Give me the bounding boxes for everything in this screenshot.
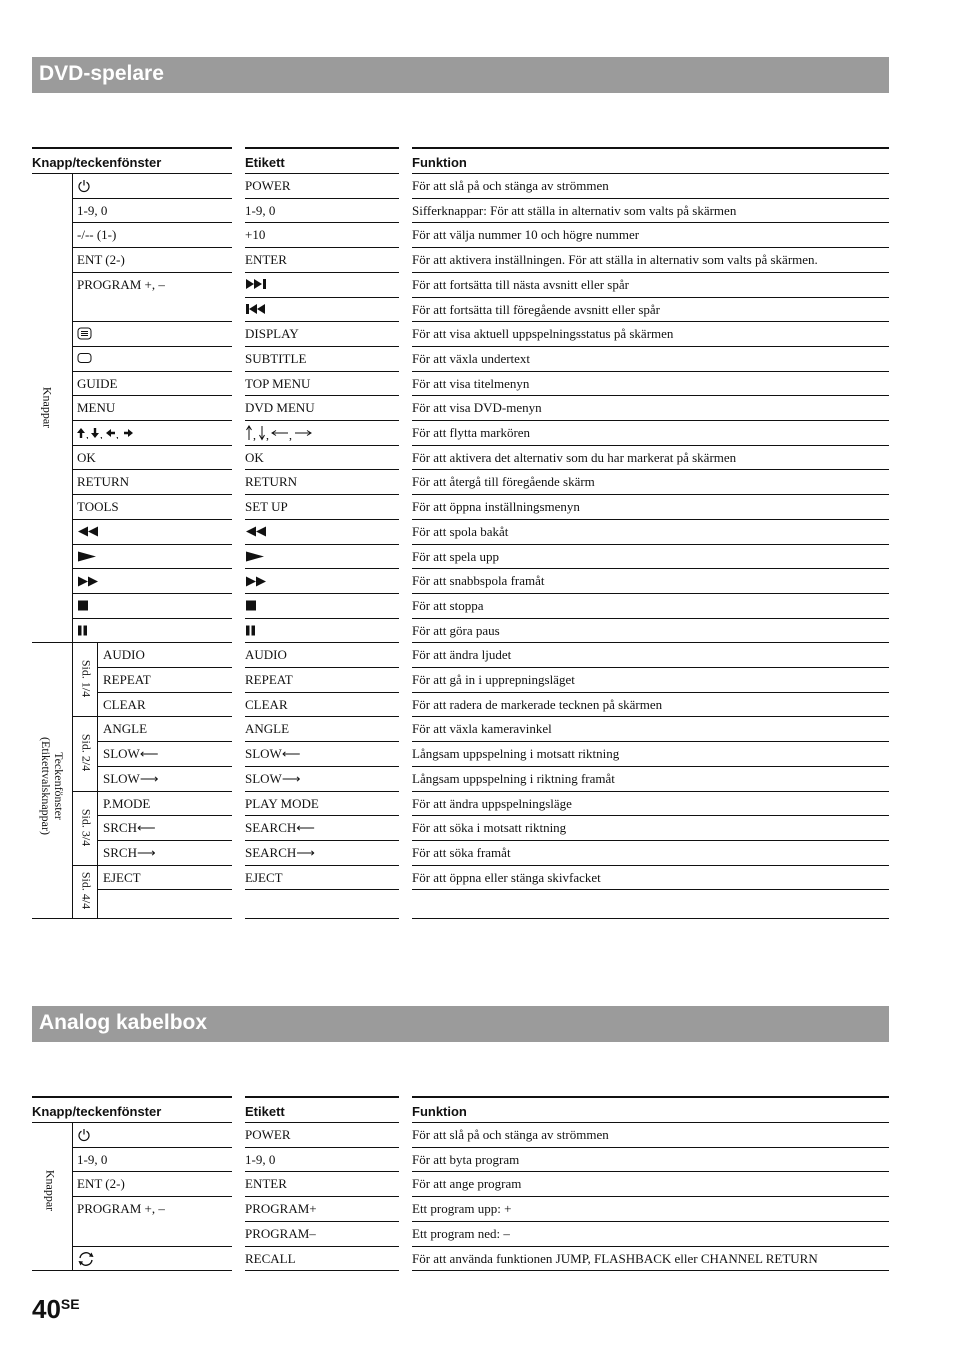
function-cell: För att visa DVD-menyn <box>412 400 542 416</box>
function-cell: Långsam uppspelning i motsatt riktning <box>412 746 620 762</box>
row-divider <box>412 593 889 594</box>
function-cell: För att slå på och stänga av strömmen <box>412 1127 609 1142</box>
function-cell: För att växla undertext <box>412 350 531 366</box>
table-bottom-rule <box>412 918 889 919</box>
key-cell <box>77 573 99 590</box>
row-divider <box>245 1147 399 1148</box>
table-bottom-rule <box>245 918 399 919</box>
group-label-display: Teckenfönster (Etikettvalsknappar) <box>39 737 66 836</box>
row-divider <box>245 618 399 619</box>
key-cell: ANGLE <box>103 721 148 737</box>
function-cell: För att välja nummer 10 och högre nummer <box>412 227 640 243</box>
row-divider <box>72 469 232 470</box>
row-divider <box>412 222 889 223</box>
label-cell: SEARCH⟵ <box>245 820 315 836</box>
function-cell: För att växla kameravinkel <box>412 721 552 737</box>
header-rule <box>412 147 889 149</box>
function-cell: För att byta program <box>412 1151 520 1167</box>
row-divider <box>245 1122 399 1123</box>
row-divider <box>245 222 399 223</box>
subtitle-icon <box>77 352 92 367</box>
row-divider <box>412 1196 889 1197</box>
label-cell <box>245 549 265 566</box>
key-cell: AUDIO <box>103 647 145 663</box>
header-rule <box>245 147 399 149</box>
section-title: Analog kabelbox <box>39 1011 208 1034</box>
key-cell: SLOW⟵ <box>103 746 159 762</box>
label-cell: PROGRAM– <box>245 1225 316 1241</box>
function-cell: Ett program ned: – <box>412 1225 510 1241</box>
row-divider <box>245 297 399 298</box>
row-divider <box>97 667 232 668</box>
row-divider <box>245 667 399 668</box>
row-divider <box>72 272 232 273</box>
row-divider <box>245 1246 399 1247</box>
label-cell <box>245 302 271 319</box>
key-cell: TOOLS <box>77 499 119 515</box>
key-cell: -/-- (1-) <box>77 227 117 243</box>
row-divider <box>72 544 232 545</box>
row-divider <box>412 766 889 767</box>
key-cell <box>77 351 92 368</box>
row-divider <box>72 642 232 643</box>
row-divider <box>72 1270 232 1271</box>
recall-icon <box>77 1251 95 1270</box>
label-cell <box>245 425 315 444</box>
key-cell: CLEAR <box>103 696 146 712</box>
function-cell: Sifferknappar: För att ställa in alternativ som valts på skärmen <box>412 202 737 218</box>
row-divider <box>412 1171 889 1172</box>
play-icon <box>245 550 265 565</box>
key-cell: PROGRAM +, – <box>77 276 165 292</box>
row-divider <box>72 1196 232 1197</box>
label-cell: EJECT <box>245 869 283 885</box>
key-cell: RETURN <box>77 474 129 490</box>
row-divider <box>412 618 889 619</box>
table-bottom-rule <box>32 918 232 919</box>
key-cell <box>77 1251 95 1270</box>
row-divider <box>412 469 889 470</box>
row-divider <box>245 173 399 174</box>
rewind-icon <box>245 525 267 540</box>
row-divider <box>245 272 399 273</box>
function-cell: För att visa aktuell uppspelningsstatus på skärmen <box>412 326 674 342</box>
row-divider <box>245 1270 399 1271</box>
row-divider <box>245 865 399 866</box>
pause-icon <box>77 624 89 639</box>
label-cell: AUDIO <box>245 647 287 663</box>
page-label: Sid. 3/4 <box>79 808 94 846</box>
key-cell: GUIDE <box>77 375 118 391</box>
row-divider <box>412 346 889 347</box>
row-divider <box>412 247 889 248</box>
key-cell: ENT (2-) <box>77 1176 125 1192</box>
key-cell: ENT (2-) <box>77 252 125 268</box>
row-divider <box>412 272 889 273</box>
row-divider <box>412 173 889 174</box>
row-divider <box>412 692 889 693</box>
function-cell: För att stoppa <box>412 597 484 613</box>
key-cell <box>77 623 89 640</box>
key-cell: SLOW⟶ <box>103 770 159 786</box>
row-divider <box>72 346 232 347</box>
row-divider <box>412 1221 889 1222</box>
label-cell: POWER <box>245 178 291 193</box>
row-divider <box>97 815 232 816</box>
table-bottom-rule <box>32 1270 72 1271</box>
row-divider <box>412 297 889 298</box>
function-cell: För att fortsätta till föregående avsnitt eller spår <box>412 301 660 317</box>
row-divider <box>97 766 232 767</box>
label-cell <box>245 573 267 590</box>
arrows-icon <box>245 425 315 444</box>
row-divider <box>97 865 232 866</box>
function-cell: För att ange program <box>412 1176 522 1192</box>
row-divider <box>412 494 889 495</box>
row-divider <box>32 173 232 174</box>
row-divider <box>245 544 399 545</box>
key-cell: SRCH⟶ <box>103 844 156 860</box>
function-cell: Långsam uppspelning i riktning framåt <box>412 770 615 786</box>
group-divider <box>97 642 98 918</box>
row-divider <box>245 642 399 643</box>
function-cell: För att flytta markören <box>412 425 531 440</box>
header-rule <box>245 1096 399 1098</box>
label-cell <box>245 623 257 640</box>
label-cell: DISPLAY <box>245 326 299 342</box>
key-cell: P.MODE <box>103 795 151 811</box>
row-divider <box>72 593 232 594</box>
arrow-keys-icon <box>77 427 135 442</box>
power-icon <box>77 1128 91 1145</box>
row-divider <box>245 494 399 495</box>
key-cell <box>77 178 91 196</box>
function-cell: För att aktivera inställningen. För att ställa in alternativ som valts på skärmen. <box>412 252 818 268</box>
section-title: DVD-spelare <box>39 62 164 85</box>
row-divider <box>245 815 399 816</box>
row-divider <box>412 1270 889 1271</box>
label-cell: SET UP <box>245 499 288 515</box>
label-cell: SUBTITLE <box>245 350 307 366</box>
row-divider <box>245 889 399 890</box>
row-divider <box>72 395 232 396</box>
row-divider <box>412 544 889 545</box>
key-cell: PROGRAM +, – <box>77 1201 165 1217</box>
group-label-knappar: Knappar <box>40 386 55 428</box>
row-divider <box>245 247 399 248</box>
label-cell <box>245 277 271 294</box>
label-cell: ENTER <box>245 1176 287 1192</box>
row-divider <box>412 840 889 841</box>
svg-text:,: , <box>116 428 119 439</box>
label-cell: PROGRAM+ <box>245 1201 317 1217</box>
row-divider <box>412 791 889 792</box>
row-divider <box>245 519 399 520</box>
function-cell: För att öppna inställningsmenyn <box>412 499 580 515</box>
group-divider <box>72 791 97 792</box>
key-cell <box>77 425 135 442</box>
row-divider <box>412 395 889 396</box>
row-divider <box>72 519 232 520</box>
row-divider <box>412 568 889 569</box>
label-cell <box>245 598 257 615</box>
function-cell: För att öppna eller stänga skivfacket <box>412 869 601 885</box>
row-divider <box>245 1196 399 1197</box>
row-divider <box>412 889 889 890</box>
play-icon <box>77 550 97 565</box>
function-cell: För att fortsätta till nästa avsnitt eller spår <box>412 276 629 292</box>
group-label-knappar: Knappar <box>43 1169 58 1212</box>
row-divider <box>412 716 889 717</box>
function-cell: För att aktivera det alternativ som du har markerat på skärmen <box>412 449 737 465</box>
row-divider <box>245 395 399 396</box>
column-header: Etikett <box>245 1104 285 1119</box>
page-suffix: SE <box>60 1296 80 1312</box>
label-cell: 1-9, 0 <box>245 1151 276 1167</box>
label-cell: SLOW⟵ <box>245 746 301 762</box>
power-icon <box>77 179 91 196</box>
label-cell: REPEAT <box>245 672 293 687</box>
label-cell: SEARCH⟶ <box>245 844 315 860</box>
row-divider <box>97 791 232 792</box>
row-divider <box>245 741 399 742</box>
key-cell <box>77 1127 91 1145</box>
function-cell: För att snabbspola framåt <box>412 573 545 589</box>
row-divider <box>412 865 889 866</box>
function-cell: För att spela upp <box>412 548 500 564</box>
key-cell: REPEAT <box>103 672 151 687</box>
label-cell: +10 <box>245 227 266 243</box>
row-divider <box>245 420 399 421</box>
row-divider <box>72 222 232 223</box>
key-cell: EJECT <box>103 869 141 885</box>
label-cell: 1-9, 0 <box>245 202 276 218</box>
function-cell: För att använda funktionen JUMP, FLASHBACK eller CHANNEL RETURN <box>412 1250 818 1266</box>
function-cell: För att återgå till föregående skärm <box>412 474 595 490</box>
label-cell: RECALL <box>245 1250 296 1266</box>
row-divider <box>245 371 399 372</box>
header-rule <box>32 147 232 149</box>
function-cell: För att slå på och stänga av strömmen <box>412 178 609 193</box>
function-cell: För att göra paus <box>412 622 500 638</box>
function-cell: För att ändra ljudet <box>412 647 512 663</box>
previous-track-icon <box>245 303 271 318</box>
fast-forward-icon <box>77 575 99 590</box>
row-divider <box>72 420 232 421</box>
group-divider <box>72 642 73 918</box>
row-divider <box>412 815 889 816</box>
row-divider <box>412 519 889 520</box>
row-divider <box>72 618 232 619</box>
row-divider <box>412 420 889 421</box>
row-divider <box>72 1246 232 1247</box>
row-divider <box>245 692 399 693</box>
stop-icon <box>245 599 257 614</box>
row-divider <box>245 1221 399 1222</box>
label-cell: PLAY MODE <box>245 795 319 811</box>
group-divider <box>72 173 73 642</box>
row-divider <box>245 791 399 792</box>
row-divider <box>97 716 232 717</box>
column-header: Etikett <box>245 155 285 170</box>
label-cell: ANGLE <box>245 721 290 737</box>
row-divider <box>32 1122 232 1123</box>
svg-text:,: , <box>266 428 269 441</box>
row-divider <box>412 198 889 199</box>
row-divider <box>245 445 399 446</box>
row-divider <box>97 692 232 693</box>
column-header: Funktion <box>412 1104 467 1119</box>
row-divider <box>97 840 232 841</box>
row-divider <box>72 321 232 322</box>
row-divider <box>72 198 232 199</box>
key-cell <box>77 326 92 343</box>
row-divider <box>72 1147 232 1148</box>
row-divider <box>245 321 399 322</box>
fast-forward-icon <box>245 575 267 590</box>
key-cell <box>77 549 97 566</box>
function-cell: För att söka i motsatt riktning <box>412 820 567 836</box>
row-divider <box>245 593 399 594</box>
row-divider <box>72 568 232 569</box>
row-divider <box>412 667 889 668</box>
function-cell: För att spola bakåt <box>412 523 509 539</box>
rewind-icon <box>77 525 99 540</box>
page-label: Sid. 1/4 <box>79 660 94 698</box>
column-header: Knapp/teckenfönster <box>32 155 162 170</box>
page-number: $40^{SE}$ <box>32 1294 80 1324</box>
key-cell <box>77 598 89 615</box>
function-cell: För att ändra uppspelningsläge <box>412 795 572 811</box>
pause-icon <box>245 624 257 639</box>
label-cell: RETURN <box>245 474 297 490</box>
row-divider <box>412 1246 889 1247</box>
label-cell: ENTER <box>245 252 287 268</box>
label-cell: DVD MENU <box>245 400 315 416</box>
row-divider <box>412 321 889 322</box>
svg-text:,: , <box>100 428 103 439</box>
row-divider <box>97 889 232 890</box>
row-divider <box>412 1147 889 1148</box>
section-banner-dvd <box>32 57 889 93</box>
function-cell: För att radera de markerade tecknen på skärmen <box>412 696 663 712</box>
key-cell <box>77 524 99 541</box>
row-divider <box>412 642 889 643</box>
column-header: Knapp/teckenfönster <box>32 1104 162 1119</box>
next-track-icon <box>245 278 271 293</box>
display-icon <box>77 327 92 343</box>
row-divider <box>245 1171 399 1172</box>
function-cell: Ett program upp: + <box>412 1201 512 1217</box>
label-cell: CLEAR <box>245 696 288 712</box>
row-divider <box>412 371 889 372</box>
row-divider <box>245 346 399 347</box>
page-label: Sid. 2/4 <box>79 734 94 772</box>
row-divider <box>72 247 232 248</box>
row-divider <box>72 494 232 495</box>
row-divider <box>412 1122 889 1123</box>
row-divider <box>412 741 889 742</box>
svg-text:,: , <box>289 428 292 441</box>
row-divider <box>245 469 399 470</box>
key-cell: SRCH⟵ <box>103 820 156 836</box>
svg-text:,: , <box>253 428 256 441</box>
row-divider <box>412 445 889 446</box>
key-cell: 1-9, 0 <box>77 202 108 218</box>
row-divider <box>245 198 399 199</box>
row-divider <box>245 840 399 841</box>
stop-icon <box>77 599 89 614</box>
row-divider <box>245 568 399 569</box>
row-divider <box>245 766 399 767</box>
svg-text:,: , <box>86 428 89 439</box>
label-cell <box>245 524 267 541</box>
row-divider <box>97 741 232 742</box>
row-divider <box>245 716 399 717</box>
header-rule <box>412 1096 889 1098</box>
key-cell: OK <box>77 449 96 465</box>
label-cell: SLOW⟶ <box>245 770 301 786</box>
function-cell: För att söka framåt <box>412 844 511 860</box>
group-divider <box>72 1122 73 1270</box>
function-cell: För att gå in i upprepningsläget <box>412 672 575 687</box>
function-cell: För att visa titelmenyn <box>412 375 530 391</box>
label-cell: OK <box>245 449 264 465</box>
header-rule <box>32 1096 232 1098</box>
label-cell: POWER <box>245 1127 291 1142</box>
key-cell: MENU <box>77 400 116 416</box>
label-cell: TOP MENU <box>245 375 311 391</box>
group-divider <box>32 642 72 643</box>
row-divider <box>72 371 232 372</box>
section-banner-cable <box>32 1006 889 1042</box>
page-label: Sid. 4/4 <box>79 872 94 910</box>
row-divider <box>72 1171 232 1172</box>
key-cell: 1-9, 0 <box>77 1151 108 1167</box>
row-divider <box>72 445 232 446</box>
column-header: Funktion <box>412 155 467 170</box>
